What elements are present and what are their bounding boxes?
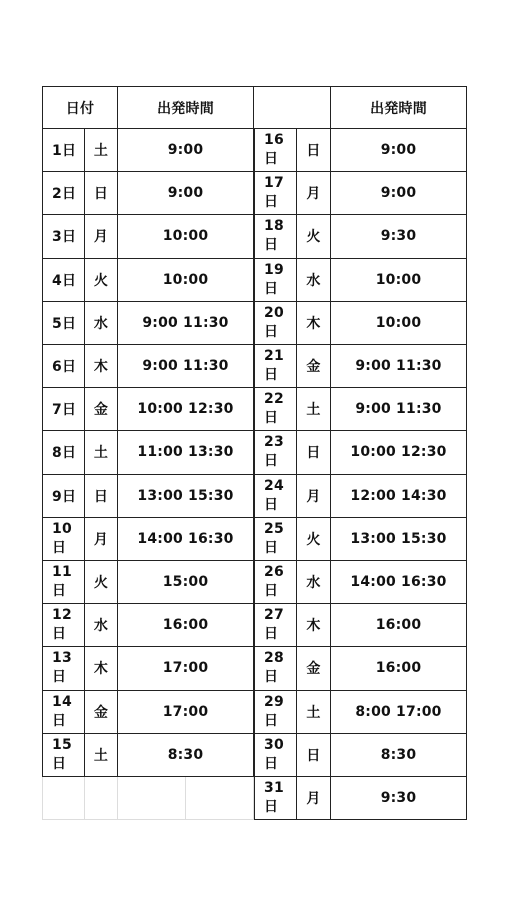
right-date-cell: 18日	[254, 215, 297, 258]
right-weekday-cell: 土	[297, 691, 331, 734]
right-departure-time-cell: 8:00 17:00	[331, 691, 467, 734]
header-date: 日付	[42, 86, 118, 129]
right-departure-time-cell: 10:00	[331, 302, 467, 345]
left-date-cell: 10日	[42, 518, 85, 561]
left-date-cell: 5日	[42, 302, 85, 345]
right-weekday-cell: 金	[297, 345, 331, 388]
left-departure-time-cell: 9:00	[118, 172, 254, 215]
left-date-cell: 14日	[42, 691, 85, 734]
left-weekday-cell: 土	[85, 734, 118, 777]
left-weekday-cell: 水	[85, 604, 118, 647]
left-date-cell: 11日	[42, 561, 85, 604]
left-date-cell: 12日	[42, 604, 85, 647]
right-date-cell: 17日	[254, 172, 297, 215]
right-departure-time-cell: 9:30	[331, 777, 467, 820]
left-departure-time-cell: 14:00 16:30	[118, 518, 254, 561]
left-departure-time-cell: 9:00 11:30	[118, 302, 254, 345]
right-weekday-cell: 月	[297, 475, 331, 518]
right-date-cell: 22日	[254, 388, 297, 431]
left-departure-time-cell: 10:00	[118, 259, 254, 302]
left-weekday-cell: 日	[85, 172, 118, 215]
right-weekday-cell: 日	[297, 431, 331, 474]
left-departure-time-cell: 8:30	[118, 734, 254, 777]
header-departure-time-left: 出発時間	[118, 86, 254, 129]
right-weekday-cell: 火	[297, 518, 331, 561]
left-date-cell: 6日	[42, 345, 85, 388]
left-departure-time-cell: 16:00	[118, 604, 254, 647]
right-departure-time-cell: 9:30	[331, 215, 467, 258]
right-weekday-cell: 火	[297, 215, 331, 258]
right-departure-time-cell: 16:00	[331, 604, 467, 647]
left-weekday-cell: 木	[85, 647, 118, 690]
left-weekday-cell: 月	[85, 215, 118, 258]
right-weekday-cell: 月	[297, 172, 331, 215]
left-date-cell: 9日	[42, 475, 85, 518]
left-date-cell: 7日	[42, 388, 85, 431]
left-departure-time-cell: 9:00 11:30	[118, 345, 254, 388]
right-date-cell: 31日	[254, 777, 297, 820]
left-empty-cell	[42, 777, 85, 820]
left-date-cell: 4日	[42, 259, 85, 302]
right-date-cell: 24日	[254, 475, 297, 518]
right-weekday-cell: 日	[297, 734, 331, 777]
right-departure-time-cell: 10:00	[331, 259, 467, 302]
right-date-cell: 27日	[254, 604, 297, 647]
left-departure-time-cell: 13:00 15:30	[118, 475, 254, 518]
right-weekday-cell: 水	[297, 561, 331, 604]
right-departure-time-cell: 10:00 12:30	[331, 431, 467, 474]
right-date-cell: 19日	[254, 259, 297, 302]
right-departure-time-cell: 9:00 11:30	[331, 388, 467, 431]
right-date-cell: 28日	[254, 647, 297, 690]
left-weekday-cell: 金	[85, 388, 118, 431]
right-departure-time-cell: 16:00	[331, 647, 467, 690]
right-date-cell: 21日	[254, 345, 297, 388]
left-weekday-cell: 水	[85, 302, 118, 345]
right-date-cell: 20日	[254, 302, 297, 345]
left-date-cell: 15日	[42, 734, 85, 777]
left-weekday-cell: 土	[85, 129, 118, 172]
left-date-cell: 3日	[42, 215, 85, 258]
left-weekday-cell: 月	[85, 518, 118, 561]
right-departure-time-cell: 9:00	[331, 172, 467, 215]
right-departure-time-cell: 13:00 15:30	[331, 518, 467, 561]
left-departure-time-cell: 10:00	[118, 215, 254, 258]
right-date-cell: 16日	[254, 129, 297, 172]
left-departure-time-cell: 9:00	[118, 129, 254, 172]
right-date-cell: 26日	[254, 561, 297, 604]
left-weekday-cell: 金	[85, 691, 118, 734]
right-weekday-cell: 木	[297, 604, 331, 647]
left-date-cell: 8日	[42, 431, 85, 474]
right-weekday-cell: 土	[297, 388, 331, 431]
right-departure-time-cell: 9:00 11:30	[331, 345, 467, 388]
left-empty-cell	[186, 777, 254, 820]
right-weekday-cell: 木	[297, 302, 331, 345]
left-date-cell: 1日	[42, 129, 85, 172]
departure-schedule-table	[42, 86, 467, 821]
right-departure-time-cell: 8:30	[331, 734, 467, 777]
left-empty-cell	[118, 777, 186, 820]
right-date-cell: 23日	[254, 431, 297, 474]
right-weekday-cell: 月	[297, 777, 331, 820]
header-blank-right	[254, 86, 331, 129]
left-weekday-cell: 火	[85, 259, 118, 302]
left-weekday-cell: 土	[85, 431, 118, 474]
header-departure-time-right: 出発時間	[331, 86, 467, 129]
left-departure-time-cell: 17:00	[118, 691, 254, 734]
right-departure-time-cell: 14:00 16:30	[331, 561, 467, 604]
right-departure-time-cell: 9:00	[331, 129, 467, 172]
left-date-cell: 2日	[42, 172, 85, 215]
right-date-cell: 25日	[254, 518, 297, 561]
left-departure-time-cell: 17:00	[118, 647, 254, 690]
left-empty-cell	[85, 777, 118, 820]
right-date-cell: 29日	[254, 691, 297, 734]
right-departure-time-cell: 12:00 14:30	[331, 475, 467, 518]
right-date-cell: 30日	[254, 734, 297, 777]
right-weekday-cell: 金	[297, 647, 331, 690]
left-weekday-cell: 火	[85, 561, 118, 604]
left-departure-time-cell: 15:00	[118, 561, 254, 604]
left-weekday-cell: 木	[85, 345, 118, 388]
right-weekday-cell: 日	[297, 129, 331, 172]
left-departure-time-cell: 10:00 12:30	[118, 388, 254, 431]
left-departure-time-cell: 11:00 13:30	[118, 431, 254, 474]
left-weekday-cell: 日	[85, 475, 118, 518]
right-weekday-cell: 水	[297, 259, 331, 302]
left-date-cell: 13日	[42, 647, 85, 690]
